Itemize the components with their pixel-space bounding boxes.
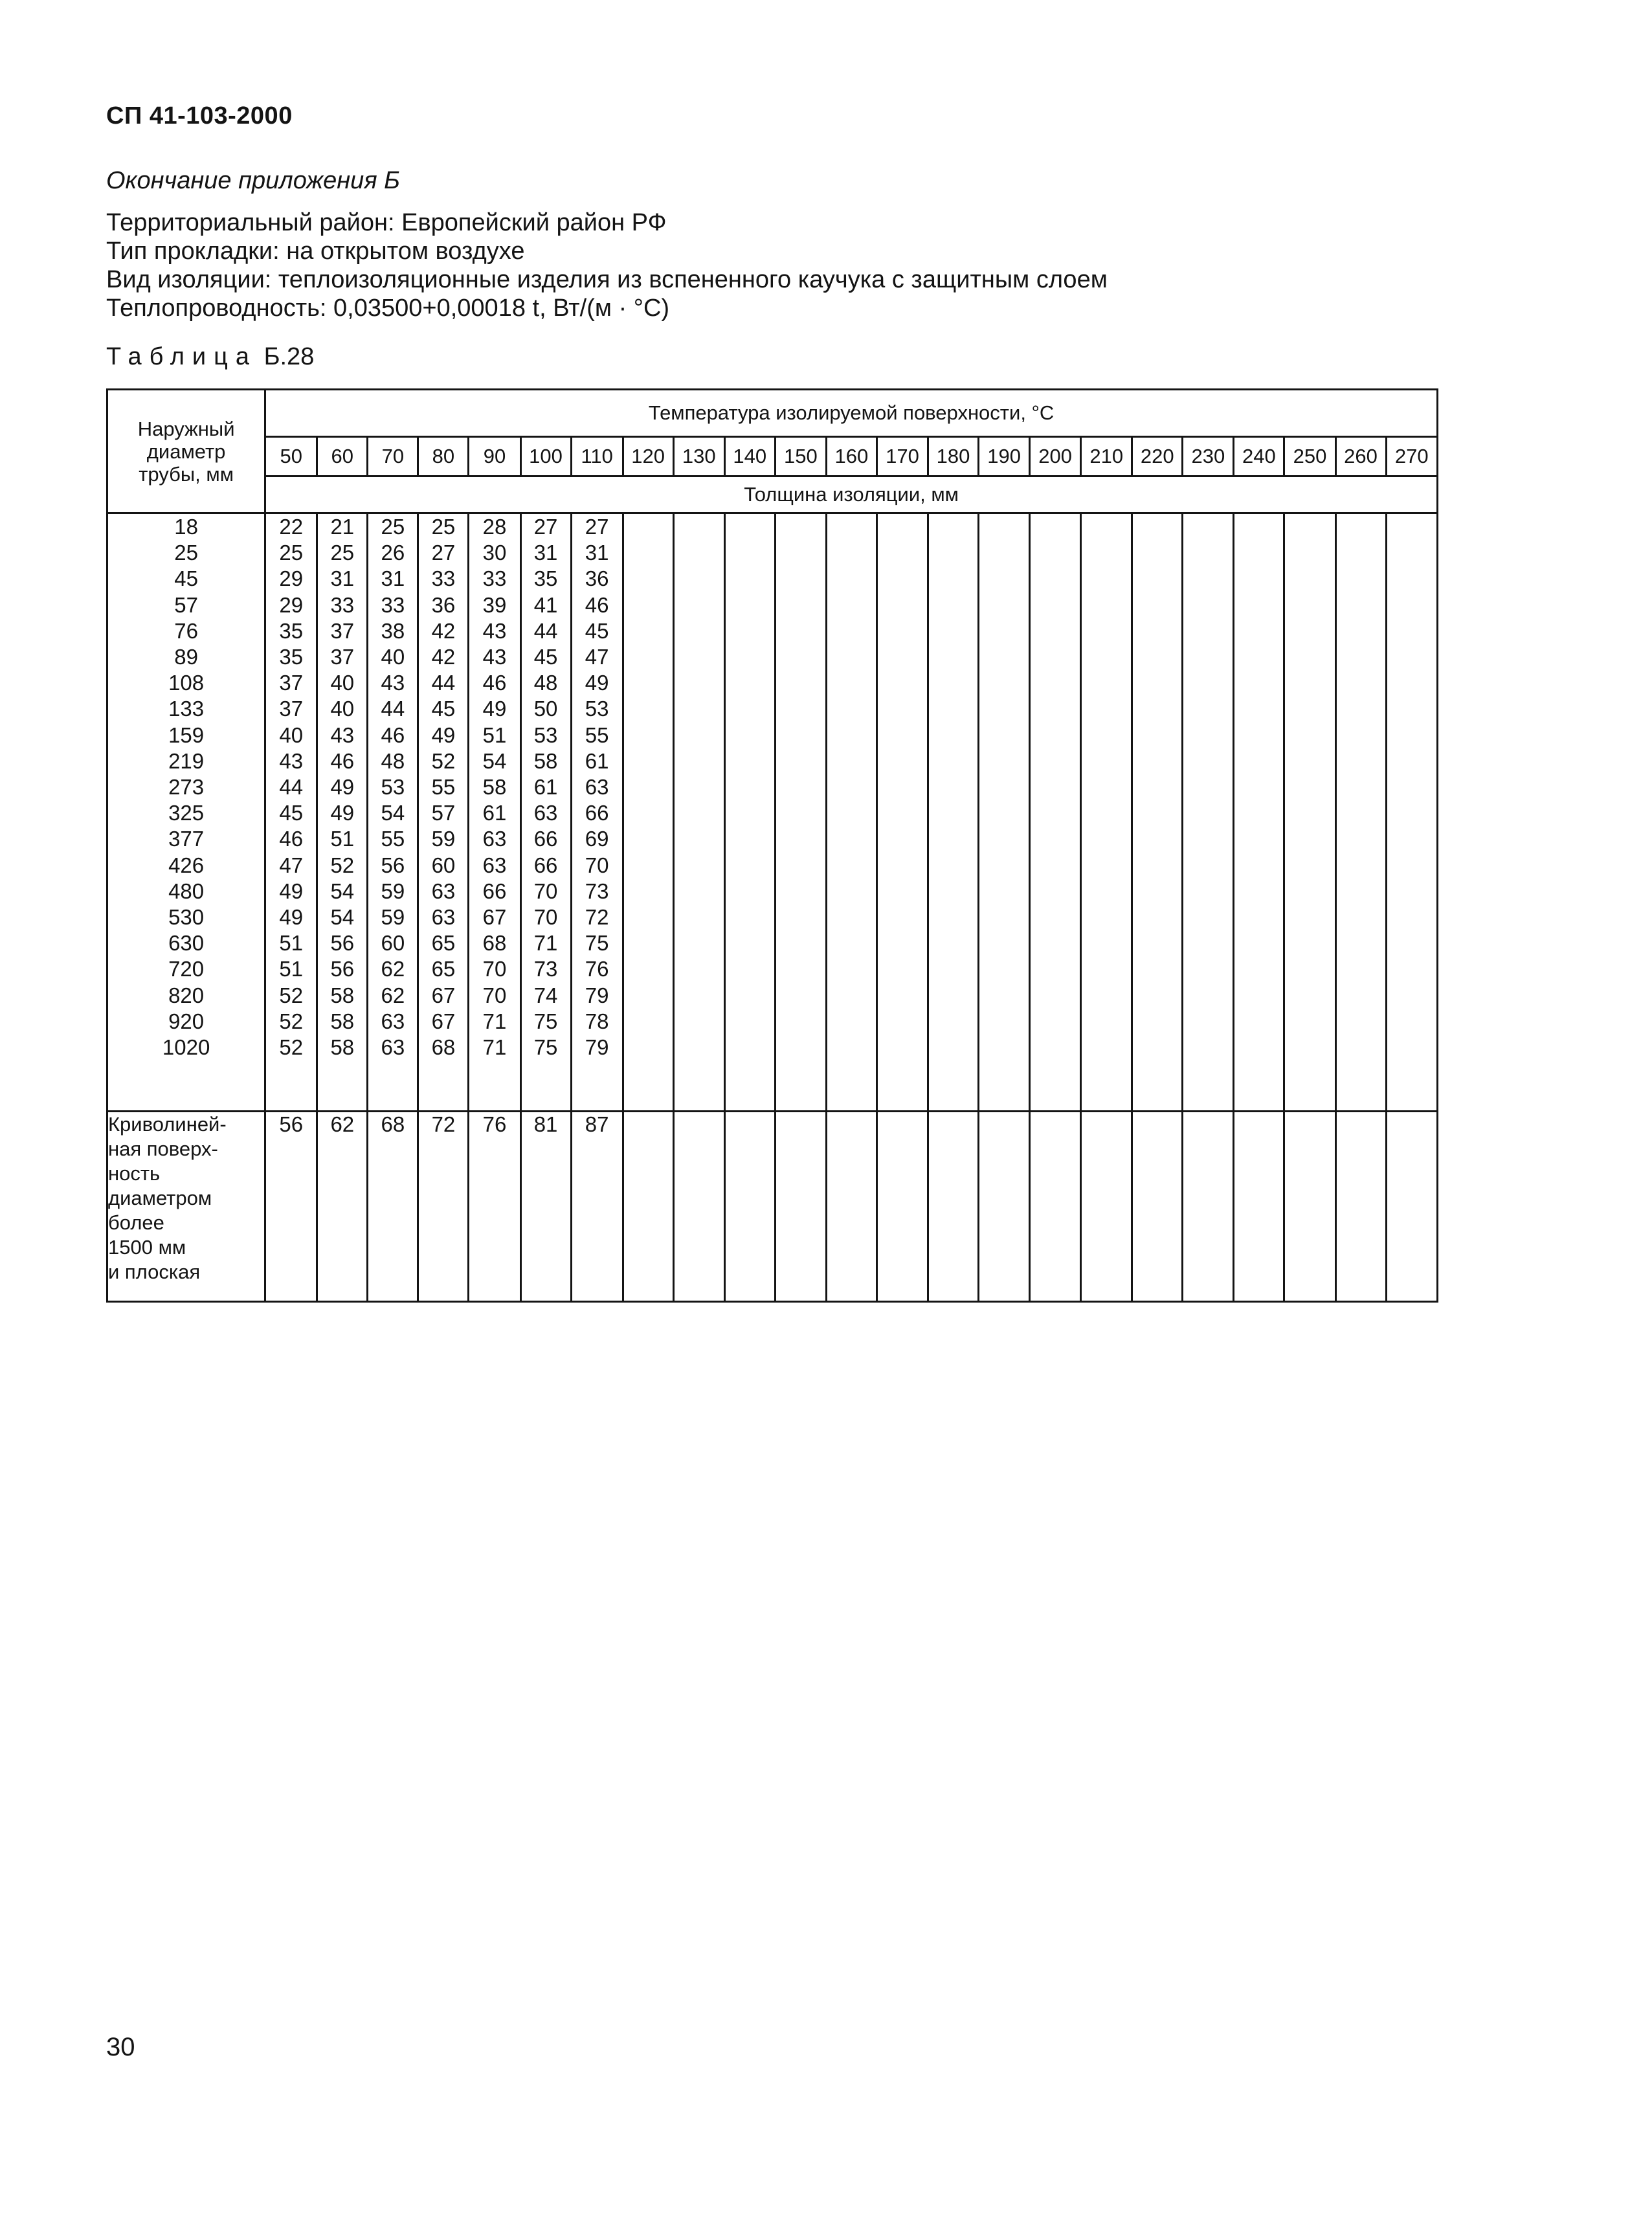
thickness-cell: 49: [279, 905, 304, 930]
thickness-header: Толщина изоляции, мм: [265, 476, 1438, 513]
thickness-cell: 73: [585, 879, 609, 903]
thickness-cell: 48: [533, 671, 558, 695]
thickness-cell: 21: [330, 515, 355, 539]
thickness-cell: 74: [533, 983, 558, 1007]
thickness-cell: 35: [279, 645, 304, 669]
thickness-column: [1335, 513, 1386, 1112]
thickness-cell: 46: [330, 748, 355, 773]
thickness-column: [265, 513, 317, 1112]
thickness-cell: 53: [533, 722, 558, 747]
param-conductivity: [106, 294, 1108, 322]
thickness-cell: 31: [585, 541, 609, 565]
thickness-cell: 55: [585, 722, 609, 747]
thickness-cell: 62: [381, 983, 405, 1007]
thickness-cell: 71: [482, 1035, 507, 1060]
thickness-cell: 50: [533, 697, 558, 721]
thickness-cell: 75: [533, 1035, 558, 1060]
thickness-cell: 46: [482, 671, 507, 695]
thickness-cell: 54: [482, 748, 507, 773]
thickness-column: [876, 513, 928, 1112]
flat-surface-thickness-cell: [1335, 1112, 1386, 1302]
diameter-cell: 325: [168, 801, 205, 825]
param-label: Тип прокладки:: [106, 238, 280, 265]
flat-surface-thickness-cell: 62: [317, 1112, 368, 1302]
temperature-cell: 130: [673, 437, 724, 476]
thickness-cell: 31: [533, 541, 558, 565]
diameter-cell: 377: [168, 827, 205, 851]
thickness-cell: 53: [381, 775, 405, 800]
flat-surface-thickness-cell: [1234, 1112, 1284, 1302]
diameter-cell: 133: [168, 697, 205, 721]
thickness-cell: 37: [279, 697, 304, 721]
thickness-cell: 40: [279, 722, 304, 747]
thickness-cell: 63: [585, 775, 609, 800]
diameter-cell: 480: [168, 879, 205, 903]
temperature-cell: 60: [317, 437, 368, 476]
temperature-cell: 250: [1284, 437, 1335, 476]
thickness-cell: 33: [431, 566, 456, 591]
temperature-cell: 200: [1030, 437, 1081, 476]
thickness-cell: 25: [431, 515, 456, 539]
stub-header-line: диаметр: [146, 440, 226, 463]
flat-surface-thickness-cell: [673, 1112, 724, 1302]
thickness-cell: 54: [330, 905, 355, 930]
diameter-cell: 89: [174, 645, 198, 669]
temperature-cell: 190: [979, 437, 1030, 476]
thickness-cell: 78: [585, 1009, 609, 1033]
temperature-cell: 140: [724, 437, 775, 476]
thickness-cell: 67: [482, 905, 507, 930]
thickness-cell: 76: [585, 957, 609, 981]
thickness-column: [571, 513, 623, 1112]
thickness-cell: 46: [585, 592, 609, 617]
temperature-cell: 170: [876, 437, 928, 476]
temperature-header: Температура изолируемой поверхности, °C: [265, 390, 1438, 437]
flat-surface-thickness-cell: [623, 1112, 673, 1302]
stub-header: [107, 390, 265, 513]
thickness-cell: 37: [330, 645, 355, 669]
temperature-cell: 230: [1183, 437, 1234, 476]
thickness-cell: 61: [585, 748, 609, 773]
thickness-cell: 63: [381, 1009, 405, 1033]
thickness-cell: 71: [482, 1009, 507, 1033]
thickness-cell: 70: [482, 957, 507, 981]
thickness-cell: 59: [381, 879, 405, 903]
thickness-column: [1132, 513, 1183, 1112]
thickness-cell: 70: [533, 879, 558, 903]
thickness-cell: 65: [431, 957, 456, 981]
temperature-cell: 220: [1132, 437, 1183, 476]
thickness-cell: 42: [431, 618, 456, 643]
thickness-column: [317, 513, 368, 1112]
thickness-column: [928, 513, 979, 1112]
diameter-column: [107, 513, 265, 1112]
thickness-cell: 67: [431, 983, 456, 1007]
thickness-cell: 40: [330, 671, 355, 695]
thickness-cell: 59: [381, 905, 405, 930]
thickness-column: [1234, 513, 1284, 1112]
diameter-cell: 920: [168, 1009, 205, 1033]
param-label: Теплопроводность:: [106, 295, 327, 322]
flat-surface-thickness-cell: 68: [368, 1112, 418, 1302]
thickness-cell: 73: [533, 957, 558, 981]
flat-surface-thickness-cell: [1132, 1112, 1183, 1302]
thickness-cell: 47: [585, 645, 609, 669]
thickness-cell: 35: [279, 618, 304, 643]
param-insulation-type: [106, 265, 1108, 294]
thickness-cell: 47: [279, 853, 304, 877]
diameter-cell: 219: [168, 748, 205, 773]
temperature-cell: 180: [928, 437, 979, 476]
thickness-cell: 79: [585, 1035, 609, 1060]
thickness-cell: 67: [431, 1009, 456, 1033]
thickness-cell: 52: [431, 748, 456, 773]
thickness-cell: 44: [533, 618, 558, 643]
param-label: Вид изоляции:: [106, 266, 272, 293]
param-region: [106, 208, 1108, 237]
flat-surface-thickness-cell: 72: [418, 1112, 469, 1302]
thickness-cell: 36: [431, 592, 456, 617]
thickness-cell: 22: [279, 515, 304, 539]
flat-surface-label-line: диаметром: [108, 1187, 212, 1210]
thickness-cell: 70: [533, 905, 558, 930]
insulation-thickness-table: [106, 388, 1438, 1303]
thickness-cell: 27: [431, 541, 456, 565]
thickness-cell: 31: [330, 566, 355, 591]
flat-surface-thickness-cell: [1081, 1112, 1132, 1302]
thickness-column: [418, 513, 469, 1112]
diameter-cell: 18: [174, 515, 198, 539]
temperature-cell: 90: [469, 437, 520, 476]
thickness-cell: 43: [482, 645, 507, 669]
thickness-cell: 63: [431, 905, 456, 930]
thickness-cell: 45: [585, 618, 609, 643]
flat-surface-label-line: ность: [108, 1162, 161, 1185]
thickness-cell: 49: [431, 722, 456, 747]
thickness-cell: 52: [330, 853, 355, 877]
thickness-cell: 54: [381, 801, 405, 825]
thickness-cell: 61: [533, 775, 558, 800]
thickness-cell: 69: [585, 827, 609, 851]
thickness-cell: 42: [431, 645, 456, 669]
thickness-cell: 51: [482, 722, 507, 747]
temperature-cell: 50: [265, 437, 317, 476]
thickness-cell: 37: [330, 618, 355, 643]
thickness-cell: 60: [431, 853, 456, 877]
thickness-cell: 48: [381, 748, 405, 773]
flat-surface-thickness-cell: [979, 1112, 1030, 1302]
flat-surface-label-line: ная поверх-: [108, 1137, 218, 1161]
param-value: Европейский район РФ: [401, 209, 667, 236]
thickness-cell: 56: [381, 853, 405, 877]
thickness-cell: 40: [330, 697, 355, 721]
thickness-column: [1081, 513, 1132, 1112]
flat-surface-thickness-cell: [724, 1112, 775, 1302]
diameter-cell: 45: [174, 566, 198, 591]
thickness-cell: 51: [279, 931, 304, 956]
thickness-column: [1386, 513, 1437, 1112]
thickness-cell: 61: [482, 801, 507, 825]
thickness-cell: 58: [482, 775, 507, 800]
thickness-cell: 52: [279, 1035, 304, 1060]
thickness-cell: 75: [533, 1009, 558, 1033]
thickness-cell: 63: [482, 853, 507, 877]
flat-surface-thickness-cell: [876, 1112, 928, 1302]
flat-surface-thickness-cell: [775, 1112, 826, 1302]
flat-surface-thickness-cell: 81: [520, 1112, 571, 1302]
thickness-cell: 49: [330, 775, 355, 800]
thickness-cell: 27: [533, 515, 558, 539]
thickness-cell: 25: [381, 515, 405, 539]
temperature-cell: 160: [826, 437, 876, 476]
thickness-cell: 70: [585, 853, 609, 877]
temperature-cell: 120: [623, 437, 673, 476]
temperature-cell: 240: [1234, 437, 1284, 476]
thickness-cell: 66: [585, 801, 609, 825]
thickness-cell: 45: [279, 801, 304, 825]
thickness-cell: 66: [533, 827, 558, 851]
thickness-column: [623, 513, 673, 1112]
parameters-block: [106, 208, 1108, 322]
thickness-cell: 44: [431, 671, 456, 695]
thickness-cell: 51: [330, 827, 355, 851]
table-caption-word: Таблица: [106, 343, 257, 370]
temperature-cell: 150: [775, 437, 826, 476]
thickness-cell: 49: [279, 879, 304, 903]
diameter-cell: 820: [168, 983, 205, 1007]
thickness-cell: 63: [381, 1035, 405, 1060]
flat-surface-thickness-cell: 87: [571, 1112, 623, 1302]
temperature-cell: 110: [571, 437, 623, 476]
temperature-cell: 100: [520, 437, 571, 476]
thickness-cell: 27: [585, 515, 609, 539]
thickness-cell: 55: [381, 827, 405, 851]
thickness-column: [1284, 513, 1335, 1112]
temperature-cell: 80: [418, 437, 469, 476]
thickness-cell: 56: [330, 931, 355, 956]
thickness-cell: 51: [279, 957, 304, 981]
flat-surface-thickness-cell: [826, 1112, 876, 1302]
thickness-cell: 31: [381, 566, 405, 591]
flat-surface-label-line: более: [108, 1211, 164, 1235]
flat-surface-thickness-cell: [1183, 1112, 1234, 1302]
thickness-cell: 43: [482, 618, 507, 643]
stub-header-line: трубы, мм: [139, 462, 234, 486]
param-laying-type: [106, 237, 1108, 265]
diameter-cell: 530: [168, 905, 205, 930]
temperature-cell: 270: [1386, 437, 1437, 476]
thickness-cell: 37: [279, 671, 304, 695]
thickness-cell: 75: [585, 931, 609, 956]
thickness-cell: 63: [533, 801, 558, 825]
thickness-cell: 58: [533, 748, 558, 773]
thickness-column: [469, 513, 520, 1112]
thickness-column: [826, 513, 876, 1112]
thickness-cell: 58: [330, 1009, 355, 1033]
thickness-cell: 43: [330, 722, 355, 747]
thickness-column: [724, 513, 775, 1112]
document-code: СП 41-103-2000: [106, 102, 293, 129]
thickness-cell: 25: [330, 541, 355, 565]
diameter-cell: 630: [168, 931, 205, 956]
param-value: на открытом воздухе: [286, 238, 525, 265]
thickness-cell: 54: [330, 879, 355, 903]
diameter-cell: 720: [168, 957, 205, 981]
thickness-cell: 41: [533, 592, 558, 617]
thickness-cell: 46: [279, 827, 304, 851]
param-label: Территориальный район:: [106, 209, 395, 236]
param-value: теплоизоляционные изделия из вспененного каучука с защитным слоем: [278, 266, 1108, 293]
thickness-cell: 39: [482, 592, 507, 617]
thickness-cell: 45: [533, 645, 558, 669]
thickness-cell: 68: [431, 1035, 456, 1060]
thickness-column: [979, 513, 1030, 1112]
thickness-cell: 60: [381, 931, 405, 956]
diameter-cell: 76: [174, 618, 198, 643]
thickness-cell: 57: [431, 801, 456, 825]
thickness-cell: 49: [330, 801, 355, 825]
diameter-cell: 426: [168, 853, 205, 877]
thickness-cell: 79: [585, 983, 609, 1007]
thickness-cell: 28: [482, 515, 507, 539]
thickness-cell: 38: [381, 618, 405, 643]
thickness-cell: 35: [533, 566, 558, 591]
thickness-cell: 43: [381, 671, 405, 695]
thickness-cell: 72: [585, 905, 609, 930]
flat-surface-thickness-cell: [1386, 1112, 1437, 1302]
thickness-column: [520, 513, 571, 1112]
thickness-cell: 49: [482, 697, 507, 721]
flat-surface-label-line: 1500 мм: [108, 1236, 186, 1259]
thickness-cell: 52: [279, 983, 304, 1007]
thickness-cell: 26: [381, 541, 405, 565]
thickness-column: [1030, 513, 1081, 1112]
thickness-cell: 63: [482, 827, 507, 851]
thickness-cell: 44: [381, 697, 405, 721]
temperature-cell: 210: [1081, 437, 1132, 476]
page-number: 30: [106, 2033, 135, 2061]
param-value: 0,03500+0,00018 t, Вт/(м · °C): [333, 295, 670, 322]
thickness-cell: 63: [431, 879, 456, 903]
thickness-cell: 58: [330, 983, 355, 1007]
thickness-cell: 55: [431, 775, 456, 800]
thickness-cell: 33: [482, 566, 507, 591]
thickness-cell: 49: [585, 671, 609, 695]
temperature-cell: 260: [1335, 437, 1386, 476]
thickness-cell: 36: [585, 566, 609, 591]
diameter-cell: 159: [168, 722, 205, 747]
flat-surface-label-line: Криволиней-: [108, 1113, 227, 1136]
flat-surface-thickness-cell: [1030, 1112, 1081, 1302]
flat-surface-thickness-cell: [928, 1112, 979, 1302]
thickness-cell: 68: [482, 931, 507, 956]
thickness-cell: 65: [431, 931, 456, 956]
thickness-cell: 53: [585, 697, 609, 721]
flat-surface-thickness-cell: 76: [469, 1112, 520, 1302]
thickness-column: [368, 513, 418, 1112]
temperature-cell: 70: [368, 437, 418, 476]
thickness-cell: 40: [381, 645, 405, 669]
diameter-cell: 1020: [162, 1035, 210, 1060]
thickness-cell: 45: [431, 697, 456, 721]
thickness-cell: 66: [533, 853, 558, 877]
thickness-cell: 29: [279, 566, 304, 591]
thickness-cell: 71: [533, 931, 558, 956]
thickness-cell: 33: [330, 592, 355, 617]
stub-header-line: Наружный: [137, 417, 235, 440]
thickness-cell: 44: [279, 775, 304, 800]
appendix-end-label: Окончание приложения Б: [106, 167, 400, 194]
diameter-cell: 57: [174, 592, 198, 617]
table-caption-number: Б.28: [263, 343, 315, 370]
diameter-cell: 273: [168, 775, 205, 800]
thickness-cell: 52: [279, 1009, 304, 1033]
thickness-cell: 29: [279, 592, 304, 617]
thickness-cell: 62: [381, 957, 405, 981]
thickness-cell: 58: [330, 1035, 355, 1060]
flat-surface-thickness-cell: 56: [265, 1112, 317, 1302]
thickness-cell: 43: [279, 748, 304, 773]
table-caption: [106, 343, 314, 371]
thickness-cell: 46: [381, 722, 405, 747]
diameter-cell: 108: [168, 671, 205, 695]
thickness-cell: 66: [482, 879, 507, 903]
thickness-cell: 33: [381, 592, 405, 617]
diameter-cell: 25: [174, 541, 198, 565]
thickness-column: [775, 513, 826, 1112]
thickness-column: [673, 513, 724, 1112]
thickness-column: [1183, 513, 1234, 1112]
thickness-cell: 70: [482, 983, 507, 1007]
thickness-cell: 59: [431, 827, 456, 851]
thickness-cell: 25: [279, 541, 304, 565]
flat-surface-label: [107, 1112, 265, 1302]
flat-surface-label-line: и плоская: [108, 1260, 201, 1284]
thickness-cell: 30: [482, 541, 507, 565]
flat-surface-thickness-cell: [1284, 1112, 1335, 1302]
thickness-cell: 56: [330, 957, 355, 981]
